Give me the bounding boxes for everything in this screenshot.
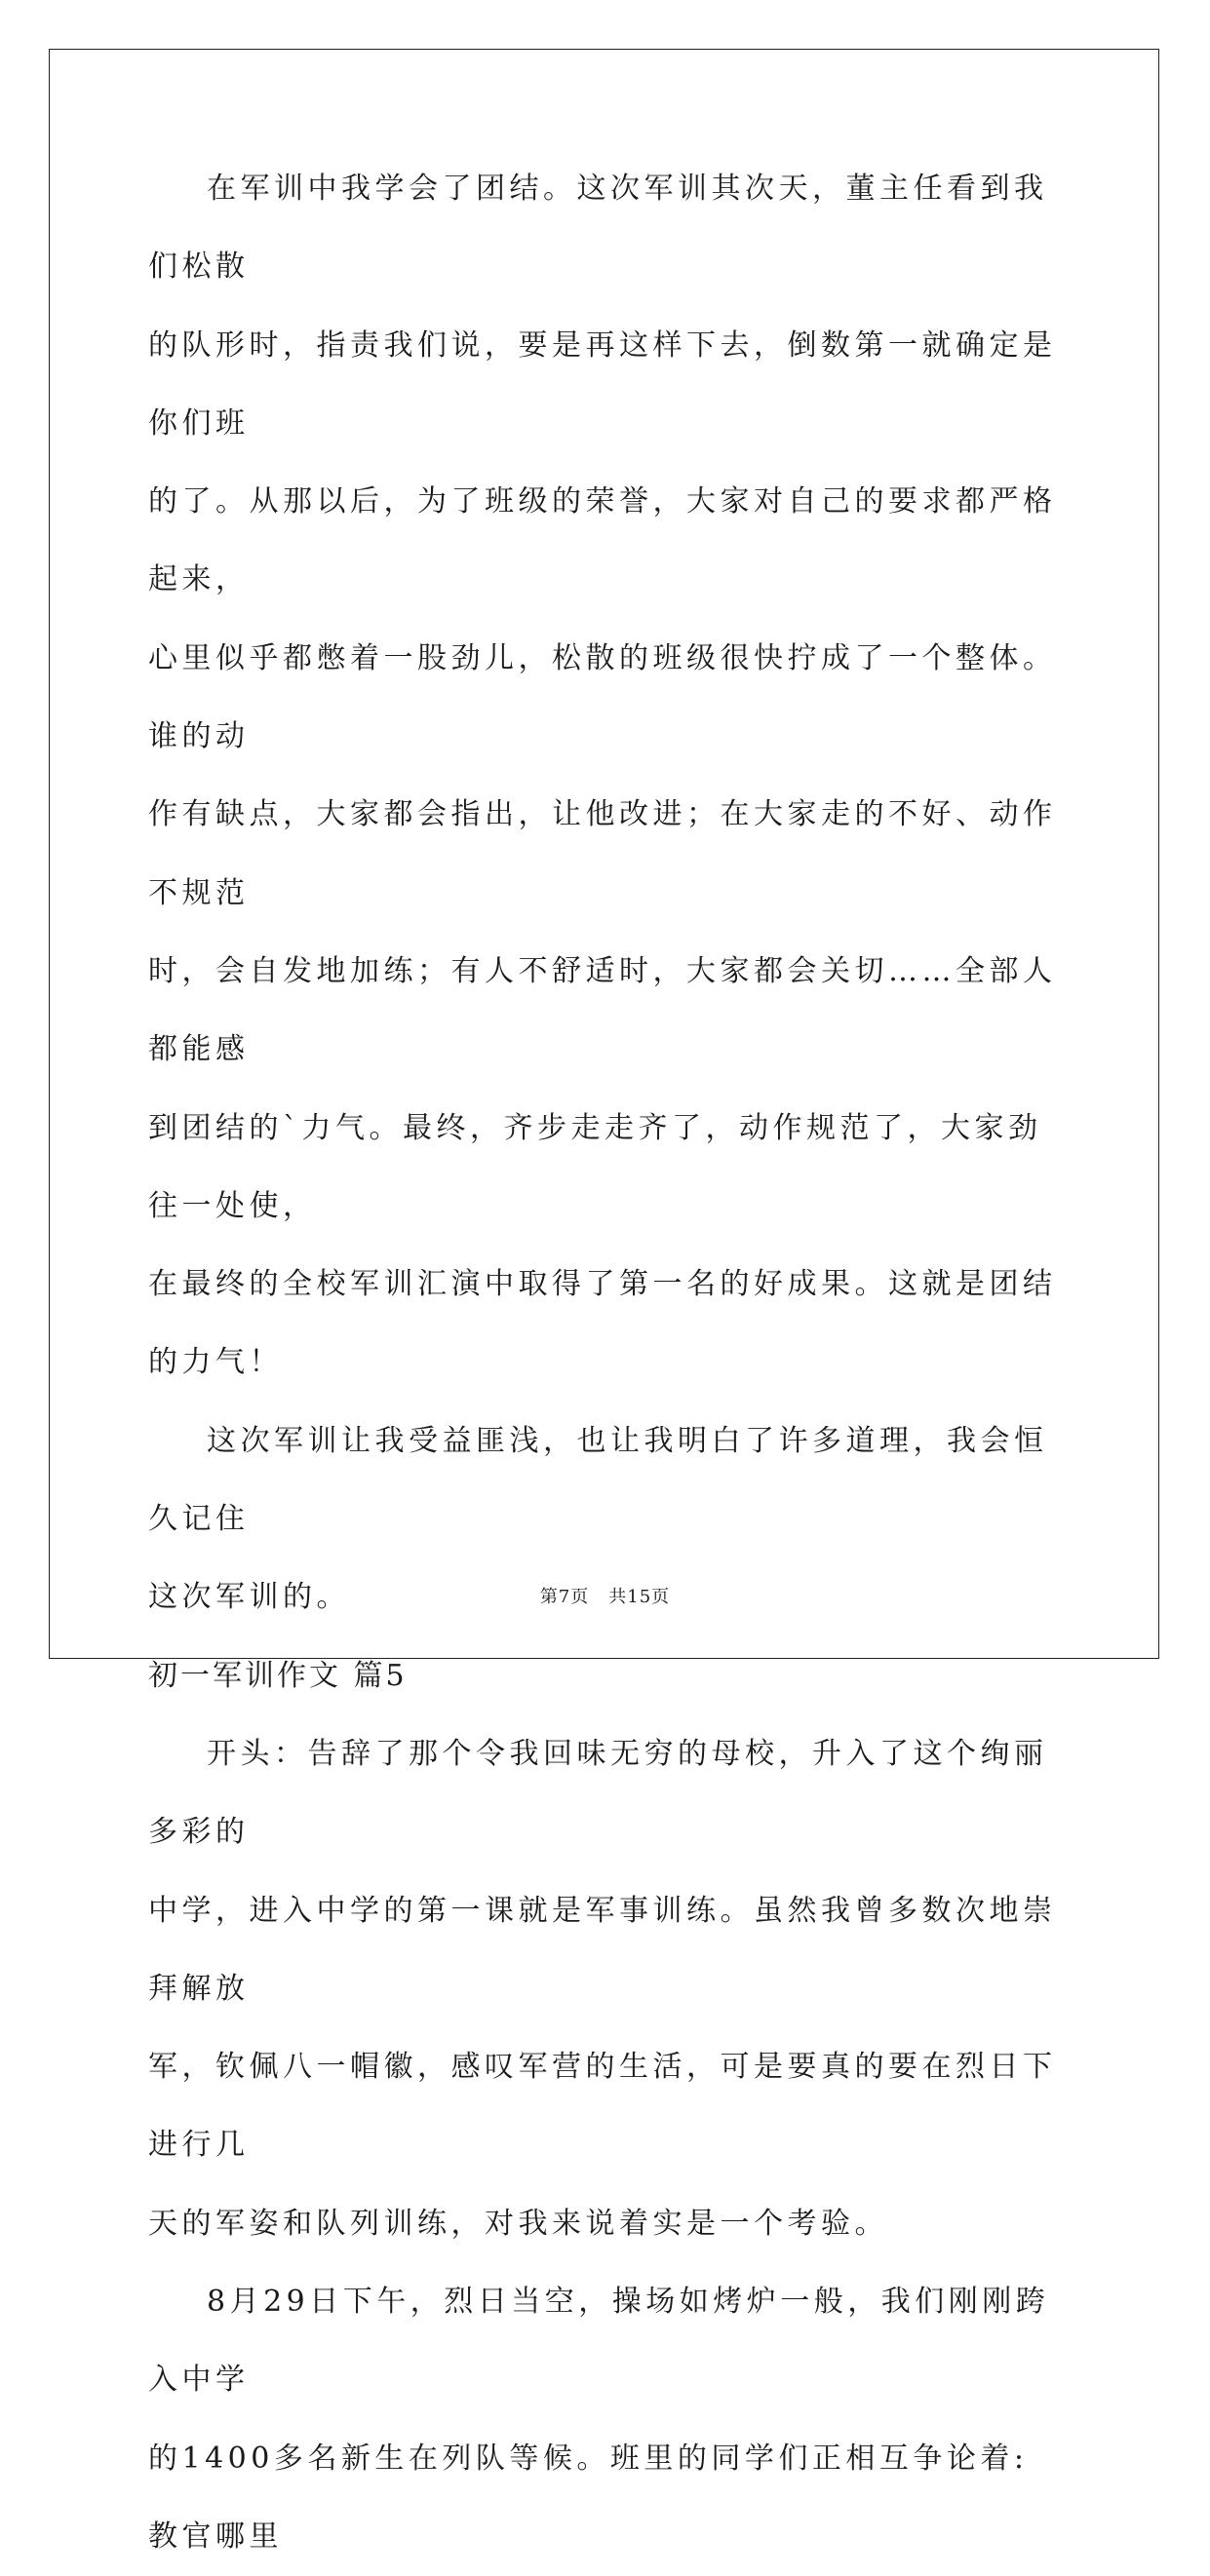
text-line: 天的军姿和队列训练，对我来说着实是一个考验。 xyxy=(148,2206,888,2241)
paragraph-opening xyxy=(148,1715,1065,2263)
text-line: 作有缺点，大家都会指出，让他改进；在大家走的不好、动作不规范 xyxy=(148,797,1057,910)
text-line: 开头：告辞了那个令我回味无穷的母校，升入了这个绚丽多彩的 xyxy=(148,1736,1048,1850)
paragraph-august-29 xyxy=(148,2263,1065,2576)
total-pages: 共15页 xyxy=(608,1587,671,1607)
page-number: 第7页 xyxy=(539,1587,590,1607)
document-body xyxy=(148,150,1065,2576)
page-footer xyxy=(0,1586,1210,1609)
text-line: 心里似乎都憋着一股劲儿，松散的班级很快拧成了一个整体。谁的动 xyxy=(148,640,1057,754)
section-heading: 初一军训作文 篇5 xyxy=(148,1658,408,1693)
text-line: 这次军训的。 xyxy=(148,1580,350,1615)
text-line: 的队形时，指责我们说，要是再这样下去，倒数第一就确定是你们班 xyxy=(148,327,1057,441)
text-line: 军，钦佩八一帽徽，感叹军营的生活，可是要真的要在烈日下进行几 xyxy=(148,2050,1057,2163)
text-line: 在军训中我学会了团结。这次军训其次天，董主任看到我们松散 xyxy=(148,172,1048,285)
text-line: 在最终的全校军训汇演中取得了第一名的好成果。这就是团结的力气！ xyxy=(148,1267,1057,1380)
text-line: 的1400多名新生在列队等候。班里的同学们正相互争论着: 教官哪里 xyxy=(148,2441,1029,2554)
text-line: 中学，进入中学的第一课就是军事训练。虽然我曾多数次地崇拜解放 xyxy=(148,1893,1057,2006)
text-line: 时，会自发地加练；有人不舒适时，大家都会关切……全部人都能感 xyxy=(148,953,1057,1067)
paragraph-unity xyxy=(148,150,1065,1403)
text-line: 到团结的`力气。最终，齐步走走齐了，动作规范了，大家劲往一处使， xyxy=(148,1110,1042,1223)
text-line: 的了。从那以后，为了班级的荣誉，大家对自己的要求都严格起来， xyxy=(148,484,1057,597)
text-line: 8月29日下午，烈日当空，操场如烤炉一般，我们刚刚跨入中学 xyxy=(148,2285,1050,2398)
text-line: 这次军训让我受益匪浅，也让我明白了许多道理，我会恒久记住 xyxy=(148,1423,1048,1537)
